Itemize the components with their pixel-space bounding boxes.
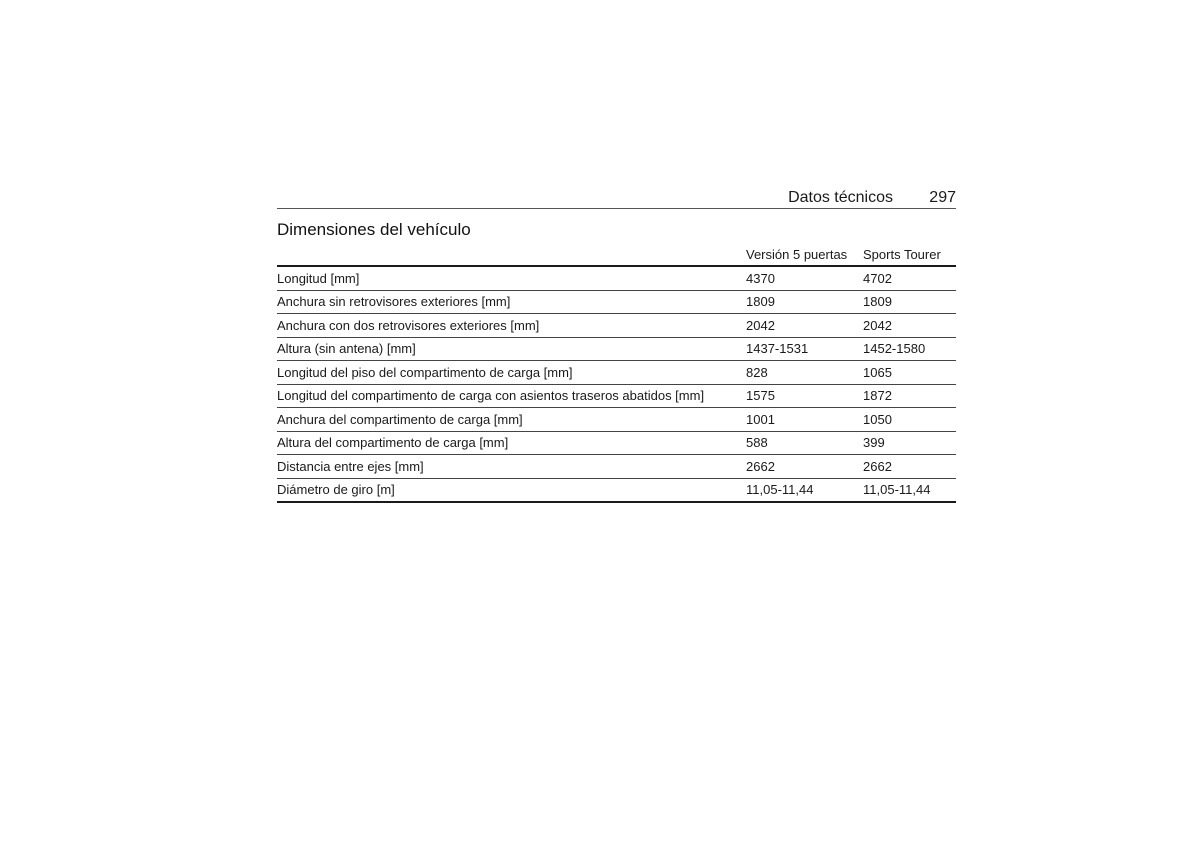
value-sports-tourer: 2662 [863, 455, 956, 479]
column-header-sports-tourer: Sports Tourer [863, 243, 956, 266]
row-label: Longitud [mm] [277, 266, 746, 290]
section-title: Dimensiones del vehículo [277, 220, 471, 239]
value-sports-tourer: 4702 [863, 266, 956, 290]
value-version-5-puertas: 1437-1531 [746, 337, 863, 361]
row-label: Altura del compartimento de carga [mm] [277, 431, 746, 455]
value-version-5-puertas: 2042 [746, 314, 863, 338]
value-version-5-puertas: 1809 [746, 290, 863, 314]
value-sports-tourer: 1452-1580 [863, 337, 956, 361]
value-sports-tourer: 399 [863, 431, 956, 455]
section-name: Datos técnicos [788, 189, 893, 206]
table-row [277, 266, 956, 290]
row-label: Longitud del compartimento de carga con asientos traseros abatidos [mm] [277, 384, 746, 408]
value-sports-tourer: 2042 [863, 314, 956, 338]
running-header [277, 186, 956, 209]
value-sports-tourer: 11,05-11,44 [863, 478, 956, 502]
table-row [277, 290, 956, 314]
table-row [277, 337, 956, 361]
table-row [277, 384, 956, 408]
value-version-5-puertas: 588 [746, 431, 863, 455]
column-header-version-5-puertas: Versión 5 puertas [746, 243, 863, 266]
value-version-5-puertas: 4370 [746, 266, 863, 290]
value-version-5-puertas: 828 [746, 361, 863, 385]
value-sports-tourer: 1065 [863, 361, 956, 385]
row-label: Anchura con dos retrovisores exteriores [mm] [277, 314, 746, 338]
table-row [277, 361, 956, 385]
table-row [277, 431, 956, 455]
row-label: Distancia entre ejes [mm] [277, 455, 746, 479]
page-number: 297 [929, 189, 956, 206]
table-header-row [277, 243, 956, 266]
value-version-5-puertas: 1575 [746, 384, 863, 408]
value-version-5-puertas: 1001 [746, 408, 863, 432]
row-label: Altura (sin antena) [mm] [277, 337, 746, 361]
value-sports-tourer: 1809 [863, 290, 956, 314]
value-version-5-puertas: 11,05-11,44 [746, 478, 863, 502]
row-label: Anchura sin retrovisores exteriores [mm] [277, 290, 746, 314]
table-row [277, 314, 956, 338]
value-sports-tourer: 1050 [863, 408, 956, 432]
table-row [277, 455, 956, 479]
table-row [277, 478, 956, 502]
dimensions-table [277, 243, 956, 503]
row-label: Diámetro de giro [m] [277, 478, 746, 502]
value-sports-tourer: 1872 [863, 384, 956, 408]
value-version-5-puertas: 2662 [746, 455, 863, 479]
row-label: Longitud del piso del compartimento de carga [mm] [277, 361, 746, 385]
column-header-label [277, 243, 746, 266]
table-row [277, 408, 956, 432]
row-label: Anchura del compartimento de carga [mm] [277, 408, 746, 432]
